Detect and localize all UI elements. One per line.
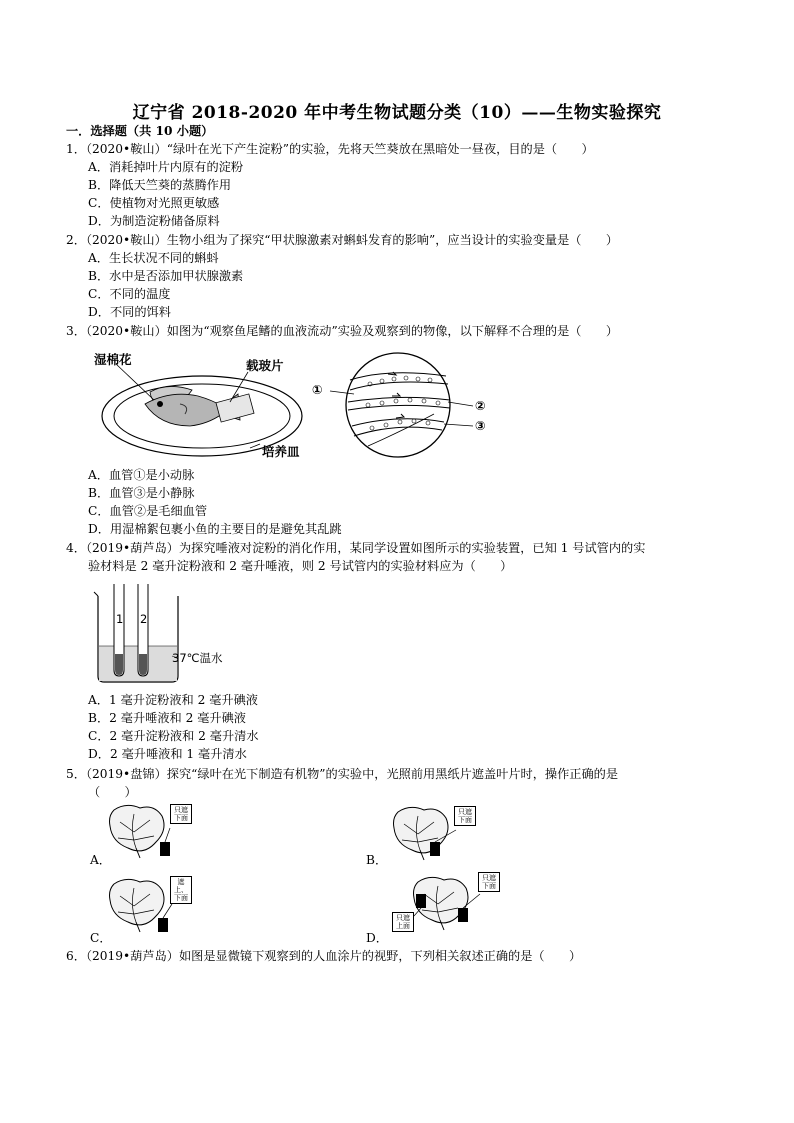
blood-vessel-view-figure <box>308 350 508 460</box>
q4-option-c: C．2 毫升淀粉液和 2 毫升清水 <box>88 729 259 743</box>
q3-option-c: C．血管②是毛细血管 <box>88 504 208 518</box>
q1-option-d: D．为制造淀粉储备原料 <box>88 214 220 228</box>
q4-option-b: B．2 毫升唾液和 2 毫升碘液 <box>88 711 246 725</box>
q2-option-a: A．生长状况不同的蝌蚪 <box>88 251 219 265</box>
q2-option-d: D．不同的饵料 <box>88 305 171 319</box>
q5-choice-b: B． <box>366 853 388 867</box>
question-6-stem: 6．（2019•葫芦岛）如图是显微镜下观察到的人血涂片的视野，下列相关叙述正确的是（ ） <box>66 949 582 963</box>
question-5-stem: 5．（2019•盘锦）探究“绿叶在光下制造有机物”的实验中，光照前用黑纸片遮盖叶片时，操作正确的是 <box>66 767 619 781</box>
q2-option-c: C．不同的温度 <box>88 287 171 301</box>
tag-a: 只遮下面 <box>170 804 192 824</box>
q5-choice-a: A． <box>90 853 111 867</box>
q1-option-b: B．降低天竺葵的蒸腾作用 <box>88 178 232 192</box>
tag-c: 遮上、下面 <box>170 876 192 904</box>
label-warm-water: 37℃温水 <box>172 651 223 665</box>
q4-option-a: A．1 毫升淀粉液和 2 毫升碘液 <box>88 693 258 707</box>
label-slide: 载玻片 <box>246 358 284 373</box>
q2-option-b: B．水中是否添加甲状腺激素 <box>88 269 244 283</box>
label-vessel-1: ① <box>312 382 323 397</box>
q3-option-a: A．血管①是小动脉 <box>88 468 195 482</box>
label-petri-dish: 培养皿 <box>262 444 300 459</box>
section-heading: 一．选择题（共 10 小题） <box>66 124 214 138</box>
fish-petri-dish-figure <box>90 344 320 462</box>
tube-2-label: 2 <box>140 612 148 626</box>
tag-b: 只遮下面 <box>454 806 476 826</box>
q1-option-a: A．消耗掉叶片内原有的淀粉 <box>88 160 244 174</box>
q5-choice-d: D． <box>366 931 388 945</box>
question-4-stem-cont: 验材料是 2 毫升淀粉液和 2 毫升唾液，则 2 号试管内的实验材料应为（ ） <box>88 559 513 573</box>
document-title: 辽宁省 2018-2020 年中考生物试题分类（10）——生物实验探究 <box>132 103 662 123</box>
question-1-stem: 1．（2020•鞍山）“绿叶在光下产生淀粉”的实验，先将天竺葵放在黑暗处一昼夜，目的是（ ） <box>66 142 594 156</box>
question-4-stem: 4．（2019•葫芦岛）为探究唾液对淀粉的消化作用，某同学设置如图所示的实验装置，已知 1 号试管内的实 <box>66 541 646 555</box>
q3-option-b: B．血管③是小静脉 <box>88 486 195 500</box>
label-vessel-3: ③ <box>475 418 486 433</box>
question-5-stem-cont: （ ） <box>88 785 137 799</box>
label-vessel-2: ② <box>475 398 486 413</box>
tag-d-upper: 只遮上面 <box>392 912 414 932</box>
tag-d-lower: 只遮下面 <box>478 872 500 892</box>
test-tube-beaker-figure <box>92 582 242 686</box>
question-3-stem: 3．（2020•鞍山）如图为“观察鱼尾鳍的血液流动”实验及观察到的物像，以下解释不合理的是（ ） <box>66 324 619 338</box>
question-2-stem: 2．（2020•鞍山）生物小组为了探究“甲状腺激素对蝌蚪发育的影响”，应当设计的实验变量是（ ） <box>66 233 619 247</box>
q4-option-d: D．2 毫升唾液和 1 毫升清水 <box>88 747 247 761</box>
tube-1-label: 1 <box>116 612 124 626</box>
label-wet-cotton: 湿棉花 <box>94 352 132 367</box>
q5-choice-c: C． <box>90 931 112 945</box>
q3-option-d: D．用湿棉絮包裹小鱼的主要目的是避免其乱跳 <box>88 522 342 536</box>
q1-option-c: C．使植物对光照更敏感 <box>88 196 220 210</box>
